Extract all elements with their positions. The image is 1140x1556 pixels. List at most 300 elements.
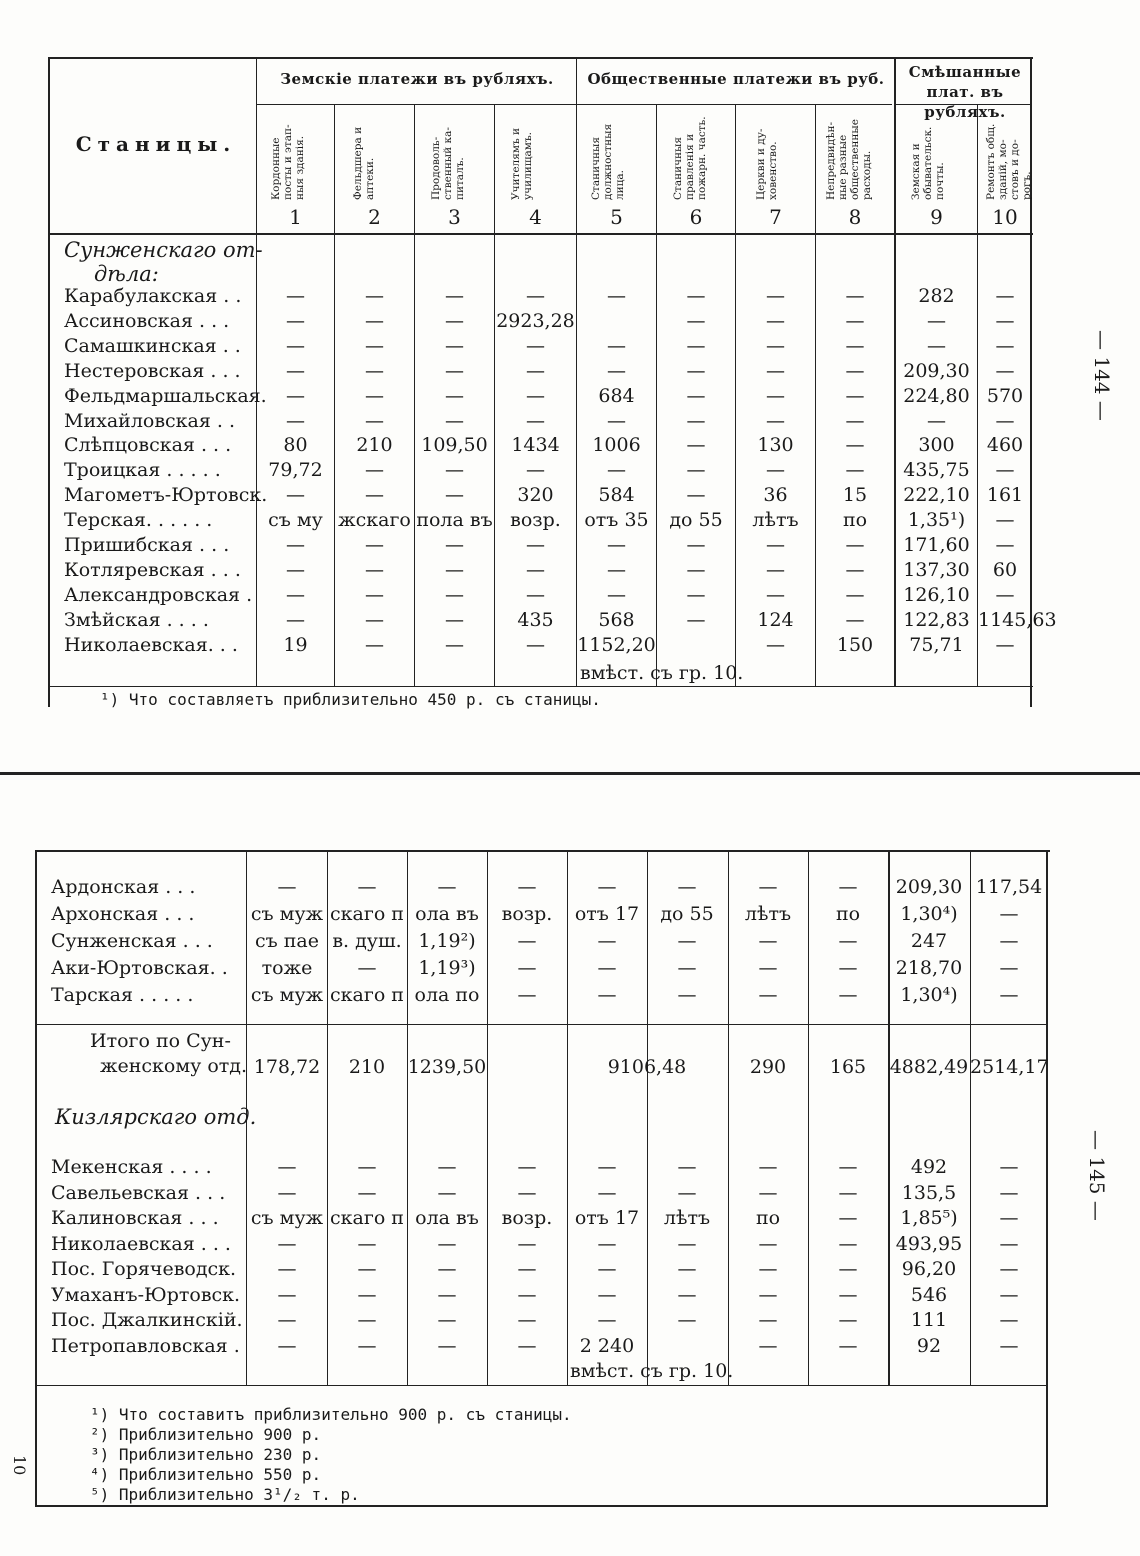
table-cell: возр. [510,509,561,532]
table-cell: — [766,633,785,656]
table-cell: скаго п [330,984,404,1006]
table-cell: — [838,1181,858,1204]
column-label-10: Ремонтъ общ. зданій, мо- стовъ и до- рогъ. [985,123,1033,200]
table-cell: — [597,1156,617,1178]
stanitsa-name: Николаевская. . . [64,633,238,656]
table-cell: — [437,1181,457,1204]
table-cell: — [995,509,1015,532]
table-cell: возр. [501,1207,553,1229]
stanitsa-name: Калиновская . . . [51,1207,219,1229]
stanitsa-name: Самашкинская . . [64,334,241,357]
table-row [35,1309,1048,1334]
table-cell: съ пае [254,930,319,952]
stanitsy-header: Станицы. [75,132,237,156]
footnote-5: ⁵) Приблизительно 3¹/₂ т. р. [90,1485,360,1504]
table-cell: — [286,309,305,332]
table-cell: — [845,359,865,382]
table-cell: 684 [598,384,635,407]
table-cell: — [445,384,464,407]
table-cell: до 55 [660,903,714,925]
table-cell: — [517,1232,537,1255]
table-cell: — [677,957,697,979]
table-cell: — [677,1156,697,1178]
table-cell: — [845,434,865,457]
table-cell: — [286,409,305,432]
stanitsa-name: Пос. Джалкинскій. [51,1309,243,1331]
table-row [35,984,1048,1009]
table-cell: 218,70 [895,957,963,979]
table-cell: — [845,608,865,631]
table-cell: — [766,583,785,606]
table-row [35,957,1048,982]
total-c3: 1239,50 [407,1056,487,1078]
table-cell: — [677,930,697,952]
table-cell: отъ 17 [574,1207,640,1229]
footnote-3: ³) Приблизительно 230 р. [90,1445,322,1464]
table-cell: — [445,334,464,357]
table-row [35,876,1048,901]
table-cell: — [677,1232,697,1255]
table-cell: 2923,28 [496,309,575,332]
table-cell: — [517,1156,537,1178]
table-cell: — [766,534,785,556]
table-cell: — [437,1232,457,1255]
table-row [48,385,1032,410]
table-cell: возр. [501,903,553,925]
table-row [48,634,1032,659]
table-cell: отъ 17 [574,903,640,925]
table-cell: — [526,459,545,482]
table-cell: 1,35¹) [907,509,966,532]
table-cell: — [517,1258,537,1280]
stanitsa-name: Слѣпцовская . . . [64,434,232,457]
total-c7: 290 [749,1056,787,1078]
table-cell: — [365,534,384,556]
table-cell: — [517,984,537,1006]
stanitsa-name: Михайловская . . [64,409,236,432]
table-cell: — [445,409,464,432]
table-cell: — [445,484,464,507]
table-cell: — [445,633,464,656]
table-cell: — [838,1283,858,1306]
table-cell: 80 [283,434,308,457]
table-cell: — [999,930,1019,952]
table-cell: — [845,285,865,307]
table-cell: 210 [356,434,393,457]
table-cell: — [758,1181,778,1204]
table-cell: — [365,459,384,482]
table-cell: 137,30 [903,558,970,581]
table-cell: — [445,309,464,332]
table-cell: — [607,285,626,307]
table-cell: — [277,1309,297,1331]
table-cell: — [277,1334,297,1357]
table-cell: 224,80 [903,384,970,407]
total-row [35,1056,1048,1081]
table-cell: 435,75 [903,459,970,482]
table-cell: — [597,984,617,1006]
table-cell: — [686,359,706,382]
table-cell: — [357,876,377,898]
table-cell: съ муж [250,984,324,1006]
table-cell: — [999,984,1019,1006]
table-cell: — [607,534,626,556]
table-cell: — [677,1283,697,1306]
table-cell: — [357,1232,377,1255]
table-cell: — [766,359,785,382]
table-cell: — [437,1334,457,1357]
table-cell: — [517,1181,537,1204]
table-cell: по [842,509,868,532]
section-title-sunzhenskii-2: дѣла: [94,262,159,286]
table-cell: — [607,583,626,606]
table-cell: — [445,459,464,482]
table-cell: — [995,534,1015,556]
table-row [48,310,1032,335]
table-cell: — [758,1283,778,1306]
table-cell: — [517,1309,537,1331]
table-cell: — [927,334,946,357]
table-cell: съ муж [250,1207,324,1229]
table-cell: — [597,957,617,979]
table-cell: — [995,285,1015,307]
table-cell: — [607,334,626,357]
table-cell: 96,20 [901,1258,957,1280]
table-cell: — [357,1156,377,1178]
stanitsa-name: Аки-Юртовская. . [51,957,228,979]
table-cell: 1006 [592,434,641,457]
table-row [48,608,1057,634]
table-cell: 320 [517,484,554,507]
total-c2: 210 [348,1056,386,1078]
table-cell: — [445,583,464,606]
table-row [35,1335,1048,1360]
table-cell: — [758,1258,778,1280]
table-row [48,534,1032,559]
table-cell: 109,50 [421,434,488,457]
table-cell: — [365,633,384,656]
table-row [35,1182,1048,1207]
table-cell: — [766,409,785,432]
table-cell: — [686,334,706,357]
table-cell: 161 [986,484,1024,507]
stanitsa-name: Савельевская . . . [51,1181,226,1204]
total-label: Итого по Сун- [90,1030,231,1052]
column-label-1: Кордонные посты и этап- ныя зданія. [270,124,306,200]
table-cell: жскаго [338,509,411,532]
total-c8: 165 [829,1056,867,1078]
column-label-5: Станичныя должностныя лица. [590,123,626,200]
table-cell: — [365,583,384,606]
table-cell: — [758,1309,778,1331]
table-cell: — [758,930,778,952]
table-cell: — [526,409,545,432]
table-cell: — [995,409,1015,432]
table-cell: — [677,876,697,898]
column-label-6: Станичныя правленія и пожарн. часть. [672,116,708,200]
group-header-obshchestvennye: Общественные платежи въ руб. [587,70,885,88]
table-cell: — [686,583,706,606]
column-number: 10 [992,205,1018,229]
table-cell: ола въ [415,1207,479,1229]
table-cell: 1,19²) [418,930,476,952]
table-cell: скаго п [330,1207,404,1229]
table-cell: — [445,359,464,382]
table-cell: — [526,583,545,606]
table-cell: — [766,384,785,407]
page-divider [0,772,1140,775]
table-cell: — [758,984,778,1006]
table-cell: 75,71 [909,633,964,656]
table-cell: — [607,558,626,581]
table-cell: — [999,903,1019,925]
side-number: 10 [10,1455,29,1476]
table-cell: пола въ [416,509,493,532]
page-number: — 145 — [1085,1130,1109,1221]
total-c9: 4882,49 [889,1056,969,1078]
section-title-kizlyarskii: Кизлярскаго отд. [55,1105,257,1129]
table-cell: — [357,1334,377,1357]
footnote: ¹) Что составляетъ приблизительно 450 р. съ станицы. [100,690,601,709]
group-header-smeshannye: Смѣшанные плат. въ рубляхъ. [908,63,1022,121]
table-cell: — [526,558,545,581]
table-cell: — [607,459,626,482]
table-cell: — [838,1334,858,1357]
table-cell: 493,95 [895,1232,963,1255]
table-cell: — [999,1207,1019,1229]
table-cell: — [686,309,706,332]
table-cell: — [686,558,706,581]
table-cell: — [526,359,545,382]
table-cell: — [286,484,305,507]
table-cell: — [597,930,617,952]
table-cell: ола въ [415,903,479,925]
table-cell: — [526,285,545,307]
group-header-zemskie: Земскіе платежи въ рубляхъ. [280,70,554,88]
table-cell: — [286,359,305,382]
table-cell: — [999,1283,1019,1306]
table-row [35,1207,1048,1232]
table-cell: — [999,1181,1019,1204]
table-cell: — [286,285,305,307]
table-cell: — [838,1156,858,1178]
table-cell: — [686,459,706,482]
table-cell: 209,30 [903,359,970,382]
table-cell: — [845,409,865,432]
table-cell: 92 [916,1334,942,1357]
total-c5: 9106,48 [607,1056,687,1078]
table-cell: 222,10 [903,484,970,507]
table-cell: — [999,1232,1019,1255]
table-cell: ола по [414,984,480,1006]
stanitsa-name: Змѣйская . . . . [64,608,209,631]
table-cell: тоже [261,957,313,979]
table-cell: — [607,359,626,382]
table-cell: — [277,1232,297,1255]
table-cell: — [686,409,706,432]
table-cell: 1,30⁴) [900,903,958,925]
stanitsa-name: Троицкая . . . . . [64,459,221,482]
page-number: — 144 — [1090,330,1114,421]
table-cell: — [758,1156,778,1178]
table-cell: — [365,484,384,507]
table-cell: — [995,334,1015,357]
table-row [48,584,1032,609]
table-row [35,930,1048,955]
table-cell: — [845,334,865,357]
table-cell: 122,83 [903,608,970,631]
table-cell: — [999,957,1019,979]
table-cell: — [999,1334,1019,1357]
table-cell: — [286,384,305,407]
table-cell: 117,54 [975,876,1043,898]
column-number: 6 [689,205,703,229]
column-number: 9 [930,205,943,229]
table-cell: — [357,1283,377,1306]
stanitsa-name: Сунженская . . . [51,930,213,952]
table-cell: — [277,1181,297,1204]
table-row [48,335,1032,360]
stanitsa-name: Умаханъ-Юртовск. [51,1283,241,1306]
table-cell: — [597,1181,617,1204]
table-cell: — [677,1258,697,1280]
section-title-sunzhenskii: Сунженскаго от- [64,238,263,262]
total-c1: 178,72 [253,1056,321,1078]
table-cell: 130 [757,434,794,457]
table-row [48,509,1032,534]
table-cell: 1,30⁴) [900,984,958,1006]
table-cell: — [286,608,305,631]
table-cell: 150 [836,633,874,656]
stanitsa-name: Фельдмаршальская. [64,384,267,407]
column-number: 1 [289,205,302,229]
table-cell: — [995,633,1015,656]
table-row [48,434,1032,459]
table-cell: — [838,876,858,898]
table-cell: 124 [757,608,794,631]
table-cell: 111 [910,1309,948,1331]
table-cell: съ муж [250,903,324,925]
table-cell: 282 [918,285,955,307]
table-cell: — [445,608,464,631]
together-note: вмѣст. съ гр. 10. [580,662,744,684]
table-cell: — [686,534,706,556]
table-cell: 570 [986,384,1024,407]
table-cell: 15 [842,484,868,507]
column-number: 7 [769,205,782,229]
table-cell: — [445,285,464,307]
table-cell: 568 [598,608,635,631]
table-cell: — [365,285,384,307]
table-cell: до 55 [669,509,723,532]
table-row [48,459,1032,484]
table-cell: — [277,1283,297,1306]
table-cell: 2 240 [579,1334,635,1357]
table-cell: — [357,1258,377,1280]
table-cell: — [766,558,785,581]
table-cell: — [597,1309,617,1331]
column-label-2: Фельдшера и аптеки. [352,126,376,200]
table-cell: — [758,957,778,979]
table-cell: — [766,334,785,357]
table-cell: 209,30 [895,876,963,898]
table-cell: 60 [992,558,1018,581]
table-cell: — [845,309,865,332]
table-row [48,410,1032,435]
table-cell: — [277,1258,297,1280]
table-cell: — [286,334,305,357]
table-cell: — [517,876,537,898]
table-cell: — [686,608,706,631]
table-cell: 1152,20 [577,633,656,656]
column-label-4: Учителямъ и училищамъ. [510,127,534,200]
stanitsa-name: Карабулакская . . [64,285,242,307]
table-cell: — [286,583,305,606]
table-cell: — [365,334,384,357]
stanitsa-name: Александровская . [64,583,253,606]
column-label-3: Продоволь- ственный ка- питалъ. [430,127,466,200]
table-cell: — [766,309,785,332]
column-number: 2 [368,205,381,229]
table-cell: — [927,309,946,332]
table-cell: — [437,876,457,898]
table-cell: — [607,409,626,432]
table-cell: — [766,459,785,482]
table-cell: — [838,957,858,979]
table-cell: — [758,1232,778,1255]
table-cell: съ му [268,509,323,532]
table-cell: — [357,1309,377,1331]
table-cell: — [995,459,1015,482]
table-cell: 300 [918,434,955,457]
stanitsa-name: Мекенская . . . . [51,1156,212,1178]
table-cell: — [677,984,697,1006]
table-cell: — [677,1181,697,1204]
table-cell: — [517,957,537,979]
table-cell: — [838,1232,858,1255]
table-cell: 546 [910,1283,948,1306]
table-cell: 247 [910,930,948,952]
stanitsa-name: Пришибская . . . [64,534,230,556]
stanitsa-name: Терская. . . . . . [64,509,213,532]
column-label-8: Непредвидѣн- ные разные общественные расходы. [825,118,873,200]
table-cell: отъ 35 [584,509,649,532]
table-cell: — [365,608,384,631]
table-cell: — [686,434,706,457]
table-cell: — [999,1258,1019,1280]
table-cell: 126,10 [903,583,970,606]
stanitsa-name: Петропавловская . [51,1334,240,1357]
column-label-9: Земская и обывательск. почты. [910,126,946,200]
table-cell: 36 [763,484,788,507]
table-cell: 171,60 [903,534,970,556]
table-cell: — [526,534,545,556]
stanitsa-name: Пос. Горячеводск. [51,1258,237,1280]
table-cell: — [365,359,384,382]
table-cell: — [277,876,297,898]
table-cell: — [927,409,946,432]
stanitsa-name: Ардонская . . . [51,876,196,898]
table-cell: — [686,285,706,307]
table-cell: — [597,1232,617,1255]
table-cell: — [758,1334,778,1357]
table-cell: — [686,484,706,507]
table-row [35,903,1048,928]
table-cell: — [999,1309,1019,1331]
table-cell: — [597,1283,617,1306]
table-cell: — [365,384,384,407]
table-cell: — [766,285,785,307]
